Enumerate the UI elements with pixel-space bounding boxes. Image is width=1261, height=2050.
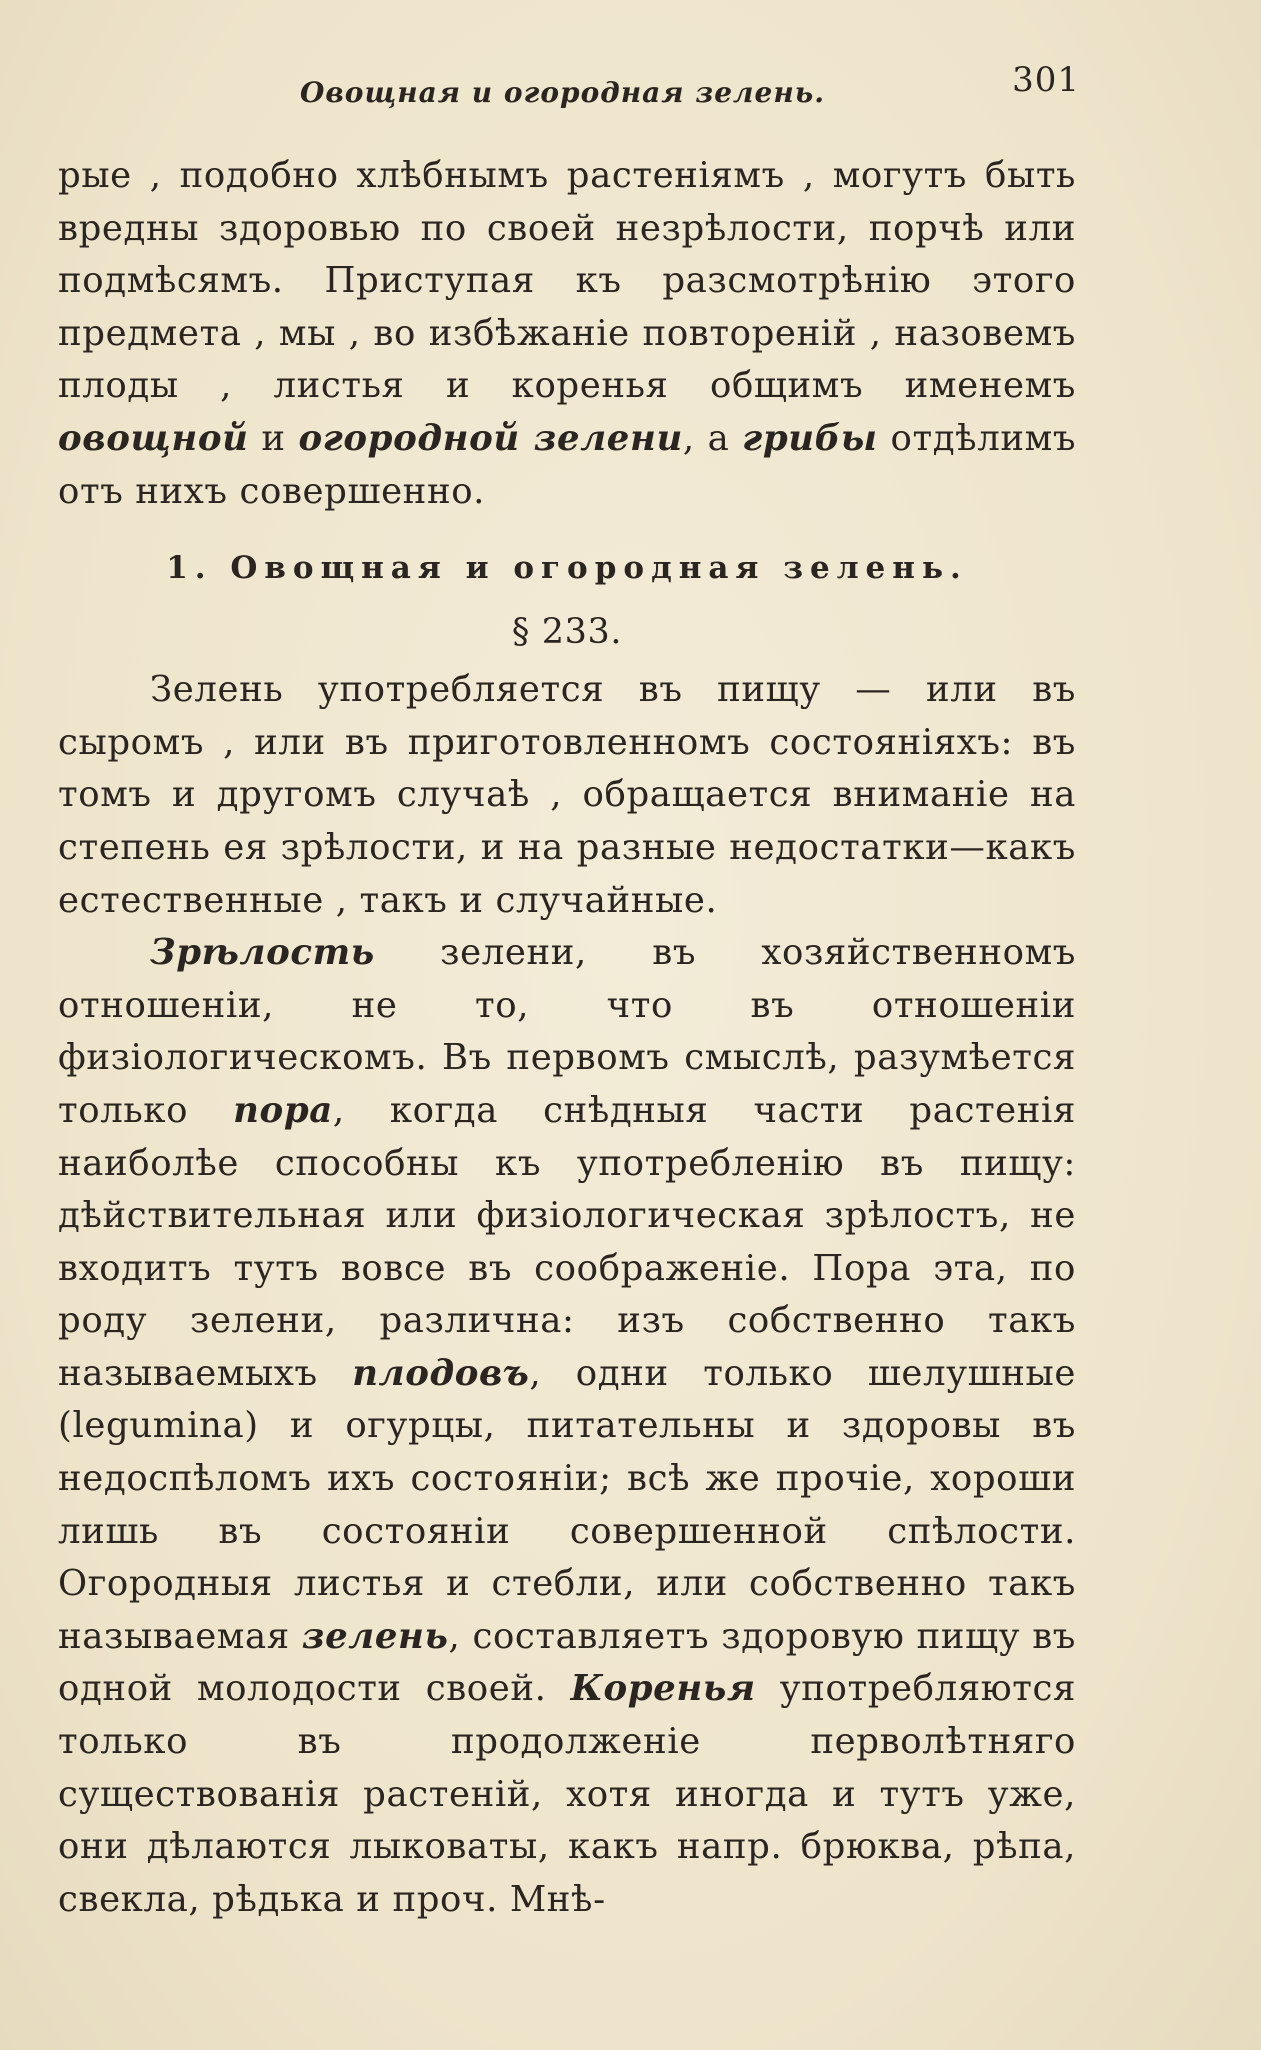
emphasis-term: огородной зелени xyxy=(298,417,683,459)
paragraph-continuation: рые , подобно хлѣбнымъ растеніямъ , могутъ быть вредны здоровью по своей незрѣлости, порчѣ или подмѣсямъ. Приступая къ разсмотрѣнію этого предмета , мы , во избѣжаніе повтореній , назовемъ плоды , листья и коренья общимъ именемъ овощной и огородной зелени, а грибы отдѣлимъ отъ нихъ совершенно. xyxy=(58,155,1077,512)
emphasis-term: Зрѣлость xyxy=(150,932,375,974)
section-title: 1. Овощная и огородная зелень. xyxy=(166,550,968,587)
running-title: Овощная и огородная зелень. xyxy=(300,76,825,109)
page-number: 301 xyxy=(1012,60,1080,100)
page-header xyxy=(60,60,1080,120)
emphasis-term: Коренья xyxy=(570,1668,756,1710)
paragraph: Зелень употребляется въ пищу — или въ сыромъ , или въ приготовленномъ состояніяхъ: въ томъ и другомъ случаѣ , обращается вниманіе на степень ея зрѣлости, и на разные недостатки—какъ естественные , такъ и случайные. xyxy=(58,669,1076,921)
emphasis-term: плодовъ xyxy=(352,1352,530,1394)
emphasis-term: пора xyxy=(233,1089,333,1131)
emphasis-term: овощной xyxy=(58,417,249,459)
emphasis-term: грибы xyxy=(742,417,878,459)
paragraph: Зрѣлость зелени, въ хозяйственномъ отношеніи, не то, что въ отношеніи физіологическомъ. Въ первомъ смыслѣ, разумѣется только пора, когда снѣдныя части растенія наиболѣе способны къ употребленію въ пищу: дѣйствительная или физіологическая зрѣлостъ, не входитъ тутъ вовсе въ соображеніе. Пора эта, по роду зелени, различна: изъ собственно такъ называемыхъ плодовъ, одни только шелушные (legumina) и огурцы, питательны и здоровы въ недоспѣломъ ихъ состояніи; всѣ же прочіе, хороши лишь въ состояніи совершенной спѣлости. Огородныя листья и стебли, или собственно такъ называемая зелень, составляетъ здоровую пищу въ одной молодости своей. Коренья употребляются только въ продолженіе перволѣтняго существованія растеній, хотя иногда и тутъ уже, они дѣлаются лыковаты, какъ напр. брюква, рѣпа, свекла, рѣдька и проч. Мнѣ- xyxy=(58,932,1077,1920)
section-number: § 233. xyxy=(511,612,623,653)
page-text xyxy=(58,150,1076,1926)
emphasis-term: зелень xyxy=(301,1615,449,1657)
